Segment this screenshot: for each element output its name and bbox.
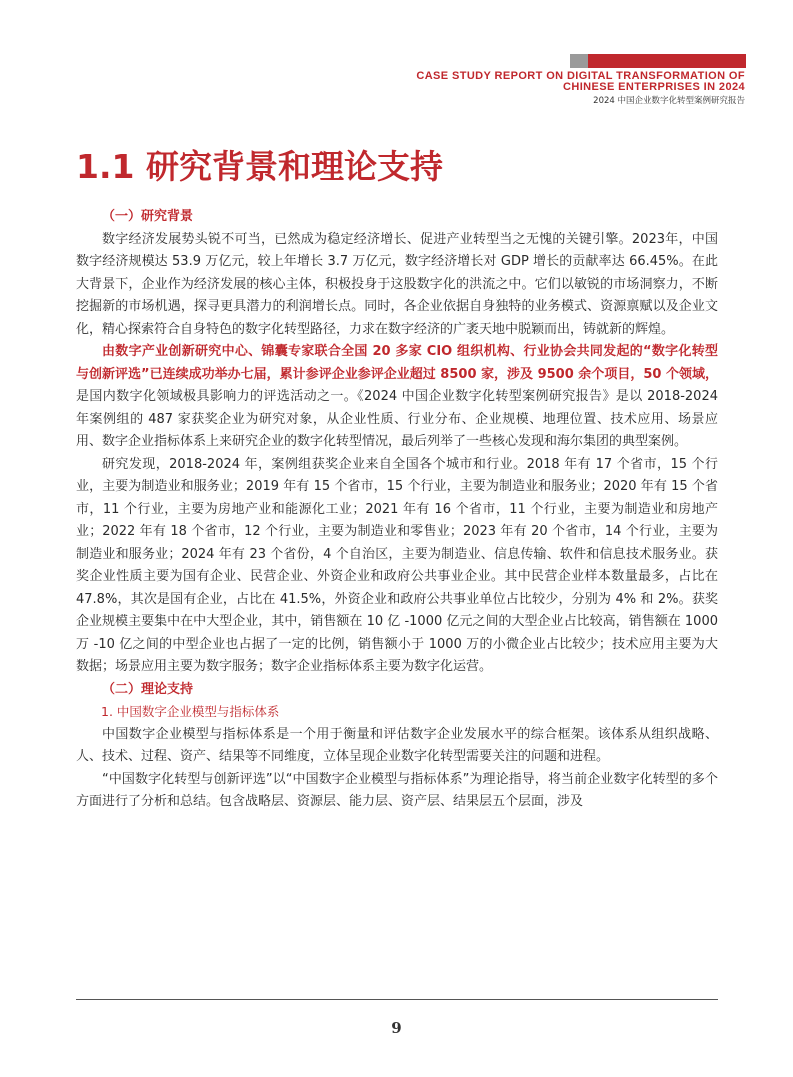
header-red-bar — [588, 54, 746, 68]
theory-paragraph-2: “中国数字化转型与创新评选”以“中国数字企业模型与指标体系”为理论指导，将当前企业数字化转型的多个方面进行了分析和总结。包含战略层、资源层、能力层、资产层、结果层五个层面，涉及 — [76, 771, 718, 809]
background-paragraph-1: 数字经济发展势头锐不可当，已然成为稳定经济增长、促进产业转型当之无愧的关键引擎。2023年，中国数字经济规模达 53.9 万亿元，较上年增长 3.7 万亿元，数字经济增长对 GDP 增长的贡献率达 66.45%。在此大背景下，企业作为经济发展的核心主体，积极投身于这股数字化的洪流之中。它们以敏锐的市场洞察力，不断挖掘新的市场机遇，探寻更具潜力的利润增长点。同时，各企业依据自身独特的业务模式、资源禀赋以及企业文化，精心探索符合自身特色的数字化转型路径，力求在数字经济的广袤天地中脱颖而出，铸就新的辉煌。 — [76, 231, 718, 337]
page-title: 1.1 研究背景和理论支持 — [76, 147, 443, 186]
subsection-heading-model: 1. 中国数字企业模型与指标体系 — [101, 704, 280, 719]
background-paragraph-3: 研究发现，2018-2024 年，案例组获奖企业来自全国各个城市和行业。2018 年有 17 个省市，15 个行业，主要为制造业和服务业；2019 年有 15 个省市，15 个行业，主要为制造业和服务业；2020 年有 15 个省市，11 个行业，主要为房地产业和能源化工业；2021 年有 16 个省市，11 个行业，主要为制造业和房地产业；2022 年有 18 个省市，12 个行业，主要为制造业和零售业；2023 年有 20 个省市，14 个行业，主要为制造业和服务业；2024 年有 23 个省份，4 个自治区，主要为制造业、信息传输、软件和信息技术服务业。获奖企业性质主要为国有企业、民营企业、外资企业和政府公共事业企业。其中民营企业样本数量最多，占比在 47.8%，其次是国有企业，占比在 41.5%，外资企业和政府公共事业单位占比较少，分别为 4% 和 2%。获奖企业规模主要集中在中大型企业，其中，销售额在 10 亿 -1000 亿元之间的大型企业占比较高，销售额在 1000 万 -10 亿之间的中型企业也占据了一定的比例，销售额小于 1000 万的小微企业占比较少；技术应用主要为大数据；场景应用主要为数字服务；数字企业指标体系主要为数字化运营。 — [76, 456, 718, 674]
highlight-text: 由数字产业创新研究中心、锦囊专家联合全国 20 多家 CIO 组织机构、行业协会共同发起的“数字化转型与创新评选”已连续成功举办七届，累计参评企业参评企业超过 8500 家，涉及 9500 余个项目，50 个领域， — [76, 344, 718, 382]
footer-divider — [76, 999, 718, 1000]
header-english-line-1: CASE STUDY REPORT ON DIGITAL TRANSFORMATION OF — [416, 70, 745, 82]
header-gray-bar — [570, 54, 588, 68]
section-heading-theory: （二）理论支持 — [102, 681, 194, 697]
paragraph-text: 是国内数字化领域极具影响力的评选活动之一。《2024 中国企业数字化转型案例研究报告》是以 2018-2024 年案例组的 487 家获奖企业为研究对象，从企业性质、行业分布、企业规模、地理位置、技术应用、场景应用、数字企业指标体系上来研究企业的数字化转型情况，最后列举了一些核心发现和海尔集团的典型案例。 — [76, 389, 718, 449]
section-heading-background: （一）研究背景 — [102, 209, 194, 224]
background-paragraph-2 — [76, 341, 718, 454]
header-english-line-2: CHINESE ENTERPRISES IN 2024 — [563, 81, 745, 93]
header-chinese-title: 2024 中国企业数字化转型案例研究报告 — [593, 96, 745, 106]
header-english-title — [225, 71, 745, 93]
theory-paragraph-1: 中国数字企业模型与指标体系是一个用于衡量和评估数字企业发展水平的综合框架。该体系从组织战略、人、技术、过程、资产、结果等不同维度，立体呈现企业数字化转型需要关注的问题和进程。 — [76, 726, 718, 764]
main-content — [76, 206, 718, 814]
page-number: 9 — [391, 1019, 402, 1037]
